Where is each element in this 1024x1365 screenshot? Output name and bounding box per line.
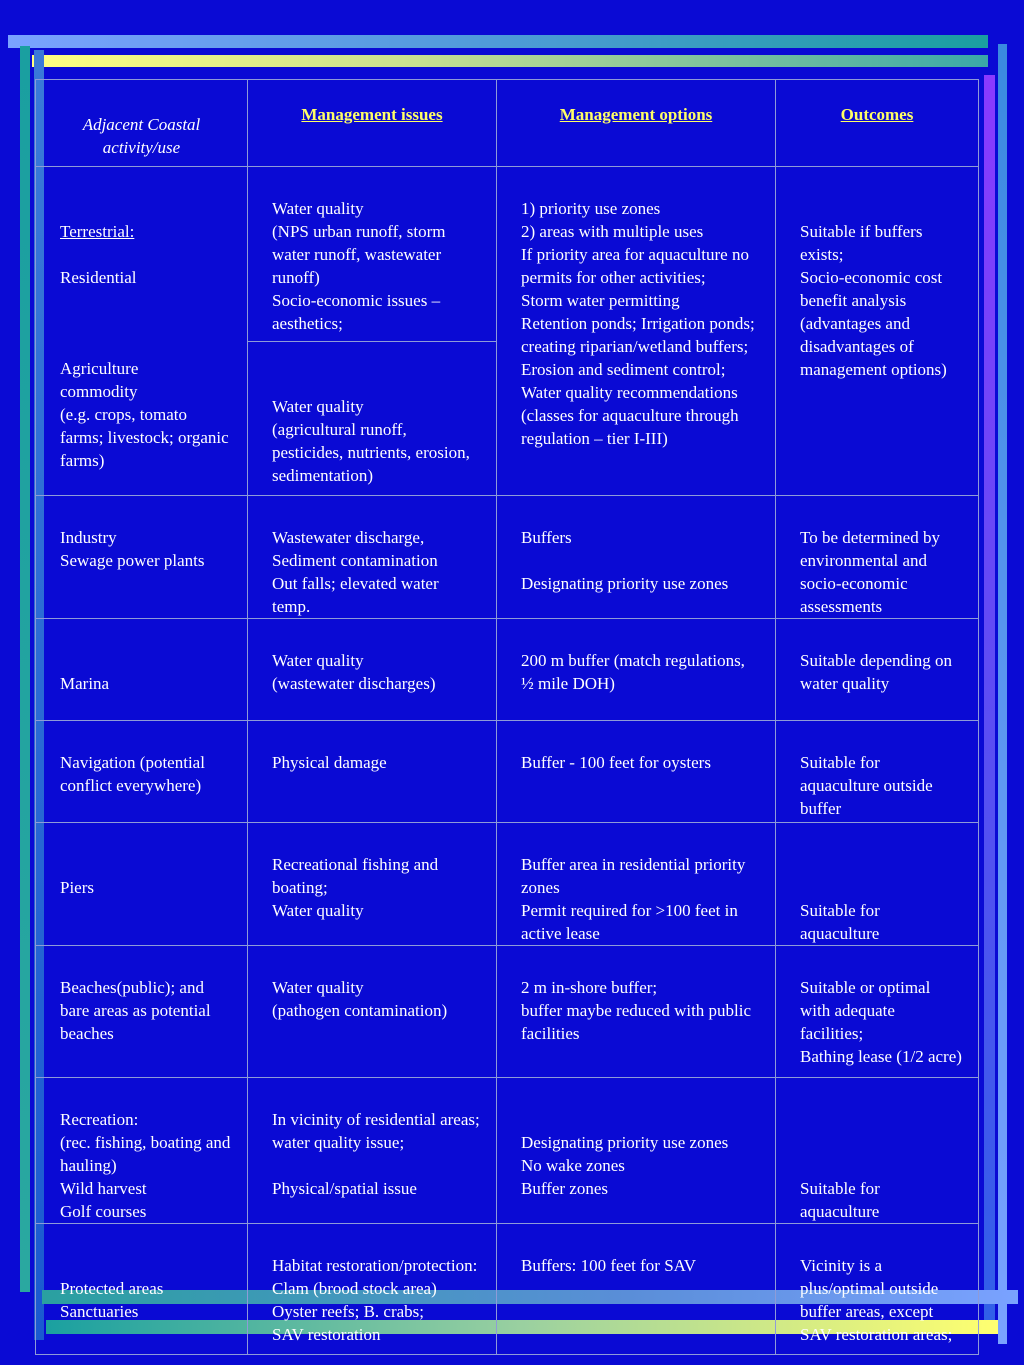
table-header-row (36, 80, 979, 167)
issues-text: Water quality (wastewater discharges) (272, 651, 436, 693)
options-text: 1) priority use zones 2) areas with multiple uses If priority area for aquaculture no permits for other activities; Storm water permitting Retention ponds; Irrigation ponds; creating riparian/wetland buffers; Erosion and sediment control; Water quality recommendations (classes for aquaculture through regulation – tier I-III) (521, 199, 755, 448)
cell-issues (248, 1078, 497, 1224)
table-row (36, 496, 979, 619)
table-row (36, 619, 979, 721)
header-activity-label: Adjacent Coastal activity/use (82, 115, 201, 157)
outcomes-text: Suitable for aquaculture outside buffer (800, 753, 933, 818)
issues-text: Water quality (NPS urban runoff, storm water runoff, wastewater runoff) Socio-economic issues – aesthetics; (272, 199, 446, 333)
activity-text: Navigation (potential conflict everywhere) (60, 753, 205, 795)
cell-outcomes (776, 721, 979, 823)
management-table (35, 79, 979, 1355)
cell-activity (36, 1224, 248, 1355)
options-text: Buffer area in residential priority zones Permit required for >100 feet in active lease (521, 855, 746, 943)
header-options-label: Management options (559, 105, 713, 124)
cell-outcomes (776, 496, 979, 619)
issues-text: Habitat restoration/protection: Clam (brood stock area) Oyster reefs; B. crabs; SAV restoration (272, 1256, 478, 1344)
cell-outcomes (776, 946, 979, 1078)
cell-activity (36, 1078, 248, 1224)
cell-activity (36, 946, 248, 1078)
header-outcomes (776, 80, 979, 167)
cell-issues (248, 1224, 497, 1355)
cell-activity (36, 721, 248, 823)
cell-issues (248, 823, 497, 946)
table-row (36, 823, 979, 946)
cell-options (497, 496, 776, 619)
cell-options (497, 167, 776, 496)
issues-text: Water quality (pathogen contamination) (272, 978, 448, 1020)
cell-outcomes (776, 619, 979, 721)
outcomes-text: Suitable if buffers exists; Socio-economic cost benefit analysis (advantages and disadvantages of management options) (800, 222, 947, 379)
decorative-bar-right-blue (998, 44, 1007, 1344)
cell-options (497, 1078, 776, 1224)
cell-options (497, 721, 776, 823)
cell-issues (248, 167, 497, 342)
table-row (36, 167, 979, 342)
cell-activity (36, 619, 248, 721)
outcomes-text: Vicinity is a plus/optimal outside buffer areas, except SAV restoration areas; (800, 1256, 953, 1344)
activity-text: Residential (60, 268, 137, 287)
options-text: 2 m in-shore buffer; buffer maybe reduced with public facilities (521, 978, 752, 1043)
issues-text: Recreational fishing and boating; Water quality (272, 855, 439, 920)
table-row (36, 1078, 979, 1224)
table-row (36, 1224, 979, 1355)
outcomes-text: Suitable for aquaculture (800, 901, 880, 943)
cell-outcomes (776, 1224, 979, 1355)
cell-outcomes (776, 1078, 979, 1224)
options-text: Designating priority use zones (521, 574, 729, 593)
header-options (497, 80, 776, 167)
cell-issues (248, 946, 497, 1078)
header-activity (36, 80, 248, 167)
decorative-bar-top-yellow (32, 55, 988, 67)
activity-heading: Terrestrial: (60, 222, 135, 241)
cell-issues (248, 721, 497, 823)
activity-text: Industry Sewage power plants (60, 528, 205, 570)
header-outcomes-label: Outcomes (840, 105, 914, 124)
cell-options (497, 1224, 776, 1355)
options-text: Buffers: 100 feet for SAV (521, 1256, 697, 1275)
outcomes-text: Suitable for aquaculture (800, 1179, 880, 1221)
outcomes-text: Suitable or optimal with adequate facilities; Bathing lease (1/2 acre) (800, 978, 962, 1066)
options-text: Buffers (521, 528, 572, 547)
table-row (36, 946, 979, 1078)
header-issues (248, 80, 497, 167)
options-text: Designating priority use zones No wake zones Buffer zones (521, 1133, 729, 1198)
issues-text: In vicinity of residential areas; water quality issue; Physical/spatial issue (272, 1110, 480, 1198)
cell-issues (248, 496, 497, 619)
activity-text: Protected areas Sanctuaries (60, 1279, 164, 1321)
cell-outcomes (776, 167, 979, 496)
outcomes-text: To be determined by environmental and socio-economic assessments (800, 528, 940, 616)
cell-issues (248, 341, 497, 495)
activity-text: Piers (60, 878, 94, 897)
cell-options (497, 619, 776, 721)
activity-text: Agriculture commodity (e.g. crops, tomato farms; livestock; organic farms) (60, 359, 229, 470)
issues-text: Physical damage (272, 753, 387, 772)
decorative-bar-top-blue (8, 35, 988, 48)
cell-activity (36, 823, 248, 946)
table-row (36, 721, 979, 823)
outcomes-text: Suitable depending on water quality (800, 651, 953, 693)
options-text: Buffer - 100 feet for oysters (521, 753, 711, 772)
cell-issues (248, 619, 497, 721)
decorative-bar-right-purple (984, 75, 995, 1325)
options-text: 200 m buffer (match regulations, ½ mile DOH) (521, 651, 745, 693)
activity-text: Marina (60, 674, 110, 693)
issues-text: Water quality (agricultural runoff, pesticides, nutrients, erosion, sedimentation) (272, 396, 470, 485)
decorative-bar-left-teal (20, 46, 30, 1292)
cell-options (497, 823, 776, 946)
cell-options (497, 946, 776, 1078)
issues-text: Wastewater discharge, Sediment contamination Out falls; elevated water temp. (272, 528, 439, 616)
header-issues-label: Management issues (301, 105, 443, 124)
activity-text: Recreation: (rec. fishing, boating and hauling) Wild harvest Golf courses (60, 1110, 231, 1221)
activity-text: Beaches(public); and bare areas as potential beaches (60, 978, 211, 1043)
cell-activity (36, 496, 248, 619)
cell-activity (36, 167, 248, 496)
cell-outcomes (776, 823, 979, 946)
